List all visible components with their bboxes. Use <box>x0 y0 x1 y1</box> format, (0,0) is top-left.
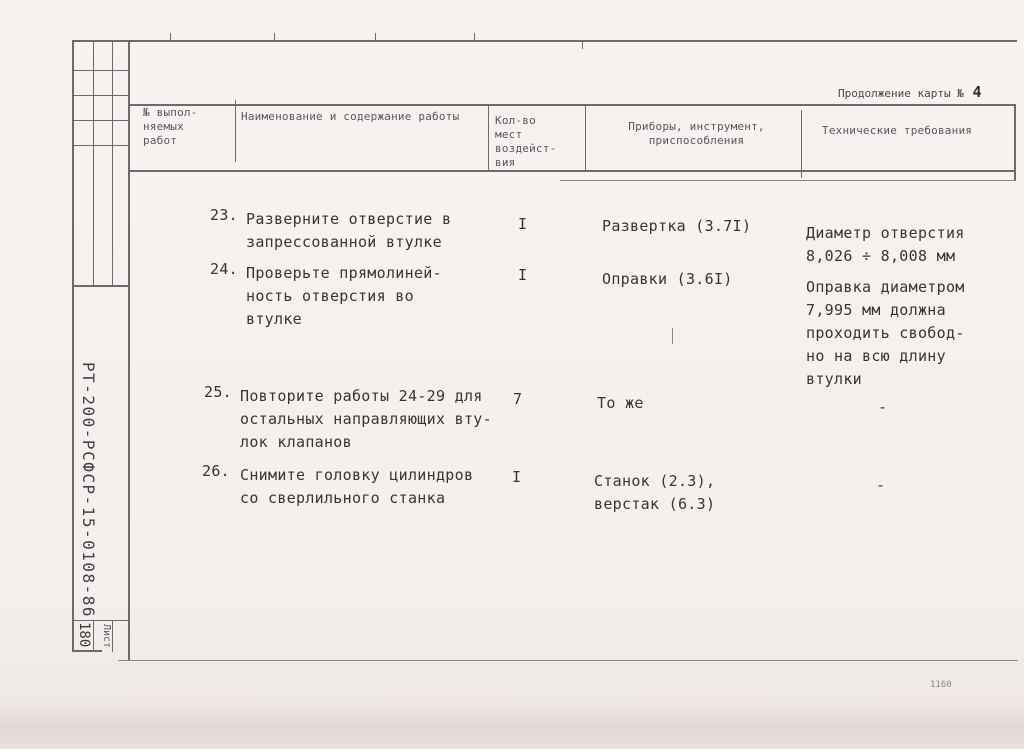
col-header-places: Кол-во мест воздейст- вия <box>495 114 557 169</box>
row-26-number: 26. <box>202 462 230 480</box>
footer-mark: 1160 <box>930 680 952 690</box>
row-24-work: Проверьте прямолиней- ность отверстия во втулке <box>246 264 442 328</box>
row-24-tools: Оправки (3.6I) <box>602 270 733 288</box>
top-tick-5 <box>582 40 583 49</box>
margin-col-line-3 <box>128 40 130 660</box>
frame-top-line <box>72 40 1017 42</box>
top-tick-2 <box>274 33 275 42</box>
margin-col-line-2 <box>112 40 113 285</box>
header-bottom-line-2 <box>560 180 1016 181</box>
margin-row-line-3 <box>72 120 128 121</box>
row-25-requirements: - <box>878 398 888 416</box>
pencil-stroke <box>672 328 673 344</box>
card-continuation <box>838 83 982 101</box>
card-number: 4 <box>972 83 982 101</box>
row-24-places: I <box>518 266 528 284</box>
row-24-number: 24. <box>210 260 238 278</box>
row-26-places: I <box>512 468 522 486</box>
margin-row-line-6 <box>72 620 128 621</box>
top-tick-3 <box>375 33 376 42</box>
sheet-label: Лист <box>101 624 112 649</box>
row-25-number: 25. <box>204 383 232 401</box>
top-tick-4 <box>474 33 475 42</box>
col-header-number: № выпол- няемых работ <box>143 106 198 147</box>
header-col-line-4 <box>801 110 802 178</box>
col-header-tools: Приборы, инструмент, приспособления <box>628 120 765 147</box>
row-23-work: Разверните отверстие в запрессованной втулке <box>246 210 452 251</box>
margin-row-line-2 <box>72 95 128 96</box>
page-edge-shadow <box>0 700 1024 749</box>
header-col-line-1 <box>235 100 236 162</box>
sheet-number: 180 <box>76 622 92 648</box>
col-header-work: Наименование и содержание работы <box>241 110 460 123</box>
col-header-requirements: Технические требования <box>822 124 973 137</box>
row-24-requirements: Оправка диаметром 7,995 мм должна проходить свобод- но на всю длину втулки <box>806 278 965 388</box>
header-col-line-5 <box>1014 104 1016 180</box>
header-bottom-line <box>128 170 1016 172</box>
header-col-line-2 <box>488 104 489 172</box>
row-25-places: 7 <box>513 390 523 408</box>
frame-left-line <box>72 40 74 652</box>
margin-col-line-4 <box>112 620 113 652</box>
margin-row-line-4 <box>72 145 128 146</box>
margin-col-line-1 <box>93 40 94 285</box>
row-23-tools: Развертка (3.7I) <box>602 217 752 235</box>
top-tick-1 <box>170 33 171 42</box>
document-code: РТ-200-РСФСР-15-0108-86 <box>79 362 98 619</box>
row-26-work: Снимите головку цилиндров со сверлильного станка <box>240 466 474 507</box>
frame-bottom-line-main <box>118 660 1018 661</box>
header-col-line-3 <box>585 104 586 172</box>
row-25-tools: То же <box>597 394 644 412</box>
margin-row-line-5 <box>72 285 128 287</box>
row-26-tools: Станок (2.3), верстак (6.3) <box>594 472 716 513</box>
margin-col-line-5 <box>93 620 94 652</box>
row-23-places: I <box>518 215 528 233</box>
frame-bottom-line <box>72 650 102 652</box>
continuation-label: Продолжение карты № <box>838 87 964 100</box>
row-23-requirements: Диаметр отверстия 8,026 ÷ 8,008 мм <box>806 224 965 265</box>
margin-row-line-1 <box>72 70 128 71</box>
header-top-line <box>128 104 1016 106</box>
row-25-work: Повторите работы 24-29 для остальных направляющих вту- лок клапанов <box>240 387 492 451</box>
row-23-number: 23. <box>210 206 238 224</box>
row-26-requirements: - <box>876 476 886 494</box>
